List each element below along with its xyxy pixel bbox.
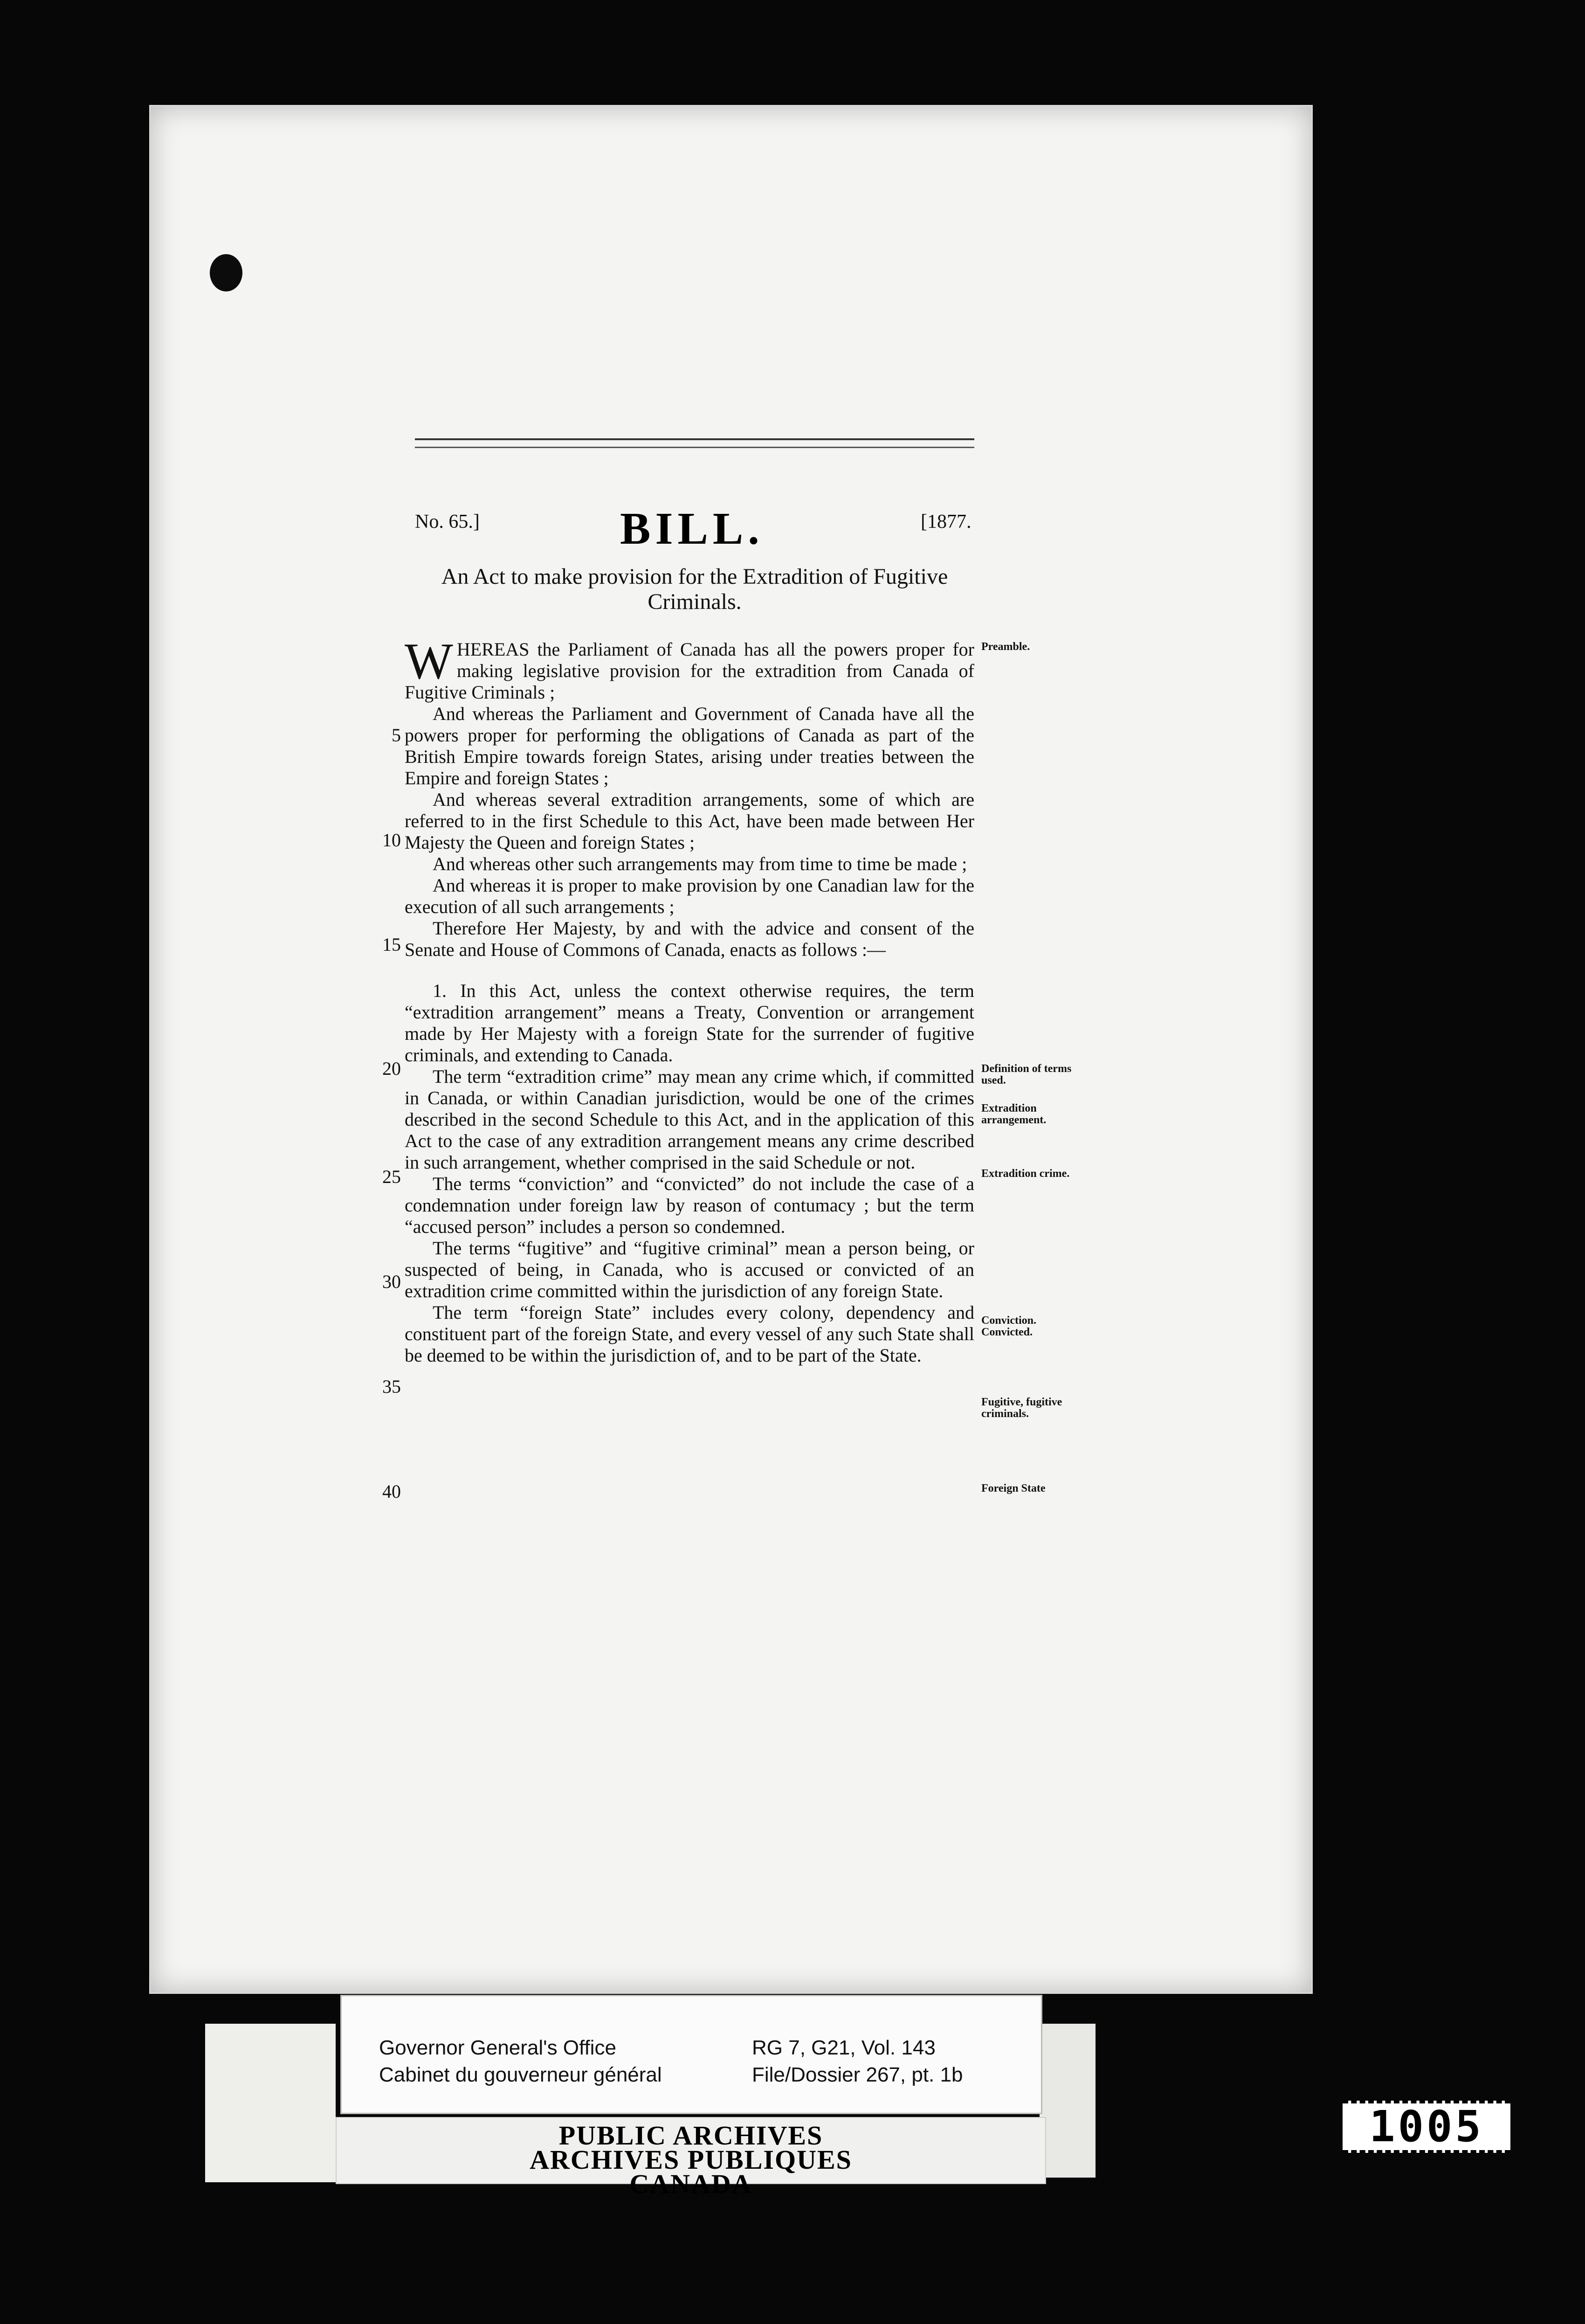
section-1-paragraph-1: 1. In this Act, unless the context otherwise requires, the term “extradition arrangement” means a Treaty, Convention or arrangement made by Her Majesty with a foreign State for the surrender of fugitive criminals, and extending to Canada. <box>405 980 974 1065</box>
preamble-paragraph-1: WHEREAS the Parliament of Canada has all the powers proper for making legislative provision for the extradition from Canada of Fugitive Criminals ; <box>405 633 974 703</box>
line-number: 40 <box>382 1481 401 1502</box>
drop-cap: W <box>405 633 453 690</box>
margin-note-definitions: Definition of terms used. <box>981 1063 1072 1086</box>
punch-hole <box>210 254 242 291</box>
film-strip-right <box>1040 2024 1096 2178</box>
archives-stamp: PUBLIC ARCHIVES ARCHIVES PUBLIQUES CANADA <box>336 2117 1046 2184</box>
bill-number: No. 65.] <box>415 511 480 533</box>
section-1-paragraph-2: The term “extradition crime” may mean any crime which, if committed in Canada, or within Canadian jurisdiction, would be one of the crimes described in the second Schedule to this Act, and in the application of this Act to the case of any extradition arrangement means any crime described in such arrangement, whether comprised in the said Schedule or not. <box>405 1066 974 1173</box>
line-number: 15 <box>382 934 401 955</box>
preamble-paragraph-3: And whereas several extradition arrangements, some of which are referred to in the first Schedule to this Act, have been made between Her Majesty the Queen and foreign States ; <box>405 789 974 853</box>
frame-number: 1005 <box>1343 2101 1510 2153</box>
line-number: 10 <box>382 830 401 851</box>
margin-note-extradition-crime: Extradition crime. <box>981 1168 1070 1180</box>
line-number: 20 <box>382 1058 401 1079</box>
reference-label: RG 7, G21, Vol. 143 File/Dossier 267, pt. 1b <box>752 2036 963 2086</box>
line-number: 5 <box>392 725 401 746</box>
bill-body <box>405 633 974 1366</box>
section-1-paragraph-3: The terms “conviction” and “convicted” do not include the case of a condemnation under foreign law by reason of contumacy ; but the term “accused person” includes a person so condemned. <box>405 1173 974 1237</box>
preamble-paragraph-2: And whereas the Parliament and Government of Canada have all the powers proper for performing the obligations of Canada as part of the British Empire towards foreign States, arising under treaties between the Empire and foreign States ; <box>405 703 974 788</box>
margin-note-preamble: Preamble. <box>981 641 1030 653</box>
margin-note-fugitive: Fugitive, fugitive criminals. <box>981 1396 1062 1420</box>
section-1-paragraph-5: The term “foreign State” includes every colony, dependency and constituent part of the foreign State, and every vessel of any such State shall be deemed to be within the jurisdiction of, and to be part of the State. <box>405 1302 974 1366</box>
margin-note-conviction: Conviction. Convicted. <box>981 1314 1037 1338</box>
film-strip-left <box>205 2024 336 2182</box>
line-number: 25 <box>382 1166 401 1187</box>
line-number: 35 <box>382 1376 401 1397</box>
section-1-paragraph-4: The terms “fugitive” and “fugitive criminal” mean a person being, or suspected of being, in Canada, who is accused or convicted of an extradition crime committed within the jurisdiction of any foreign State. <box>405 1238 974 1301</box>
bill-title: An Act to make provision for the Extradition of Fugitive Criminals. <box>441 564 948 614</box>
preamble-paragraph-6: Therefore Her Majesty, by and with the advice and consent of the Senate and House of Commons of Canada, enacts as follows :— <box>405 918 974 960</box>
preamble-paragraph-5: And whereas it is proper to make provision by one Canadian law for the execution of all such arrangements ; <box>405 875 974 917</box>
line-number: 30 <box>382 1271 401 1292</box>
bill-year: [1877. <box>921 511 972 533</box>
margin-note-foreign-state: Foreign State <box>981 1482 1046 1494</box>
margin-note-extradition-arrangement: Extradition arrangement. <box>981 1102 1047 1126</box>
archive-label <box>340 1995 1042 2114</box>
office-label: Governor General's Office Cabinet du gouverneur général <box>379 2036 662 2086</box>
bill-heading: BILL. <box>620 504 764 554</box>
header-rule <box>415 438 974 448</box>
preamble-paragraph-4: And whereas other such arrangements may from time to time be made ; <box>433 853 967 874</box>
